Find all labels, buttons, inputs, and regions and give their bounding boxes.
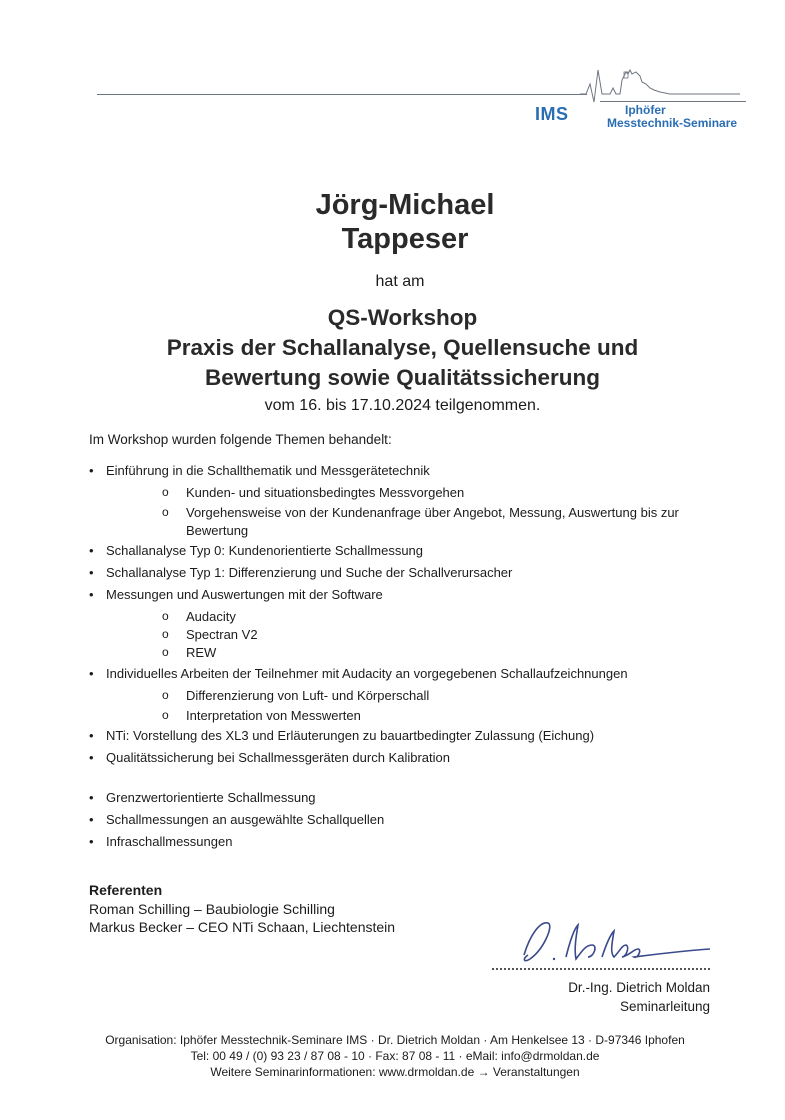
topic-item: • Qualitätssicherung bei Schallmessgeräten durch Kalibration [89, 749, 729, 767]
signer-block [500, 978, 710, 1016]
participant-name-line1: Jörg-Michael [315, 189, 495, 221]
topic-item: • Infraschallmessungen [89, 833, 729, 851]
topic-item: • Schallmessungen an ausgewählte Schallquellen [89, 811, 729, 829]
footer-line1: Organisation: Iphöfer Messtechnik-Seminare IMS · Dr. Dietrich Moldan · Am Henkelsee 13 · D-97346 Iphofen [105, 1033, 685, 1047]
topics-intro: Im Workshop wurden folgende Themen behandelt: [89, 432, 392, 447]
referenten-heading: Referenten [89, 882, 163, 898]
workshop-title-line1: QS-Workshop [327, 305, 478, 330]
handwritten-signature [510, 915, 710, 975]
signer-role: Seminarleitung [619, 999, 710, 1014]
subtopic-item: o Kunden- und situationsbedingtes Messvorgehen [89, 484, 729, 502]
participant-name-line2: Tappeser [341, 223, 469, 255]
subtopic-item: o Differenzierung von Luft- und Körperschall [89, 687, 729, 705]
topic-item: • Schallanalyse Typ 1: Differenzierung und Suche der Schallverursacher [89, 564, 729, 582]
subtopic-item: o REW [89, 644, 729, 662]
header-rule-left [97, 94, 587, 95]
subtopic-item: o Audacity [89, 608, 729, 626]
logo-ims-text: IMS [535, 104, 569, 124]
topic-item: • Individuelles Arbeiten der Teilnehmer mit Audacity an vorgegebenen Schallaufzeichnungen [89, 665, 729, 683]
topic-item: • NTi: Vorstellung des XL3 und Erläuterungen zu bauartbedingter Zulassung (Eichung) [89, 727, 729, 745]
topic-item: • Einführung in die Schallthematik und Messgerätetechnik [89, 462, 729, 480]
signature-line [492, 968, 710, 970]
logo-subtitle-line1: Iphöfer [625, 103, 666, 117]
subtopic-item: o Vorgehensweise von der Kundenanfrage über Angebot, Messung, Auswertung bis zur Bewertung [89, 504, 729, 540]
subtopic-item: o Interpretation von Messwerten [89, 707, 729, 725]
subtopic-item: o Spectran V2 [89, 626, 729, 644]
workshop-title-line3: Bewertung sowie Qualitätssicherung [204, 365, 601, 390]
topic-item: • Grenzwertorientierte Schallmessung [89, 789, 729, 807]
referent-1: Roman Schilling – Baubiologie Schilling [89, 901, 335, 917]
logo-subtitle-line2: Messtechnik-Seminare [607, 116, 738, 130]
logo-skyline-icon [580, 62, 750, 104]
topic-item: • Messungen und Auswertungen mit der Software [89, 586, 729, 604]
topic-item: • Schallanalyse Typ 0: Kundenorientierte Schallmessung [89, 542, 729, 560]
footer [0, 1032, 785, 1080]
workshop-title-line2: Praxis der Schallanalyse, Quellensuche und [166, 335, 639, 360]
topics-spacer [89, 771, 729, 789]
footer-line2: Tel: 00 49 / (0) 93 23 / 87 08 - 10 · Fax: 87 08 - 11 · eMail: info@drmoldan.de [190, 1049, 600, 1063]
hat-am-text: hat am [375, 273, 425, 290]
logo-subtitle [607, 104, 737, 130]
participation-date: vom 16. bis 17.10.2024 teilgenommen. [264, 397, 541, 414]
signer-name: Dr.-Ing. Dietrich Moldan [568, 980, 710, 995]
referent-2: Markus Becker – CEO NTi Schaan, Liechtenstein [89, 919, 396, 935]
workshop-title [0, 303, 785, 393]
footer-line3: Weitere Seminarinformationen: www.drmoldan.de → Veranstaltungen [210, 1065, 580, 1079]
topics-list [89, 462, 729, 855]
participant-name [0, 188, 785, 256]
